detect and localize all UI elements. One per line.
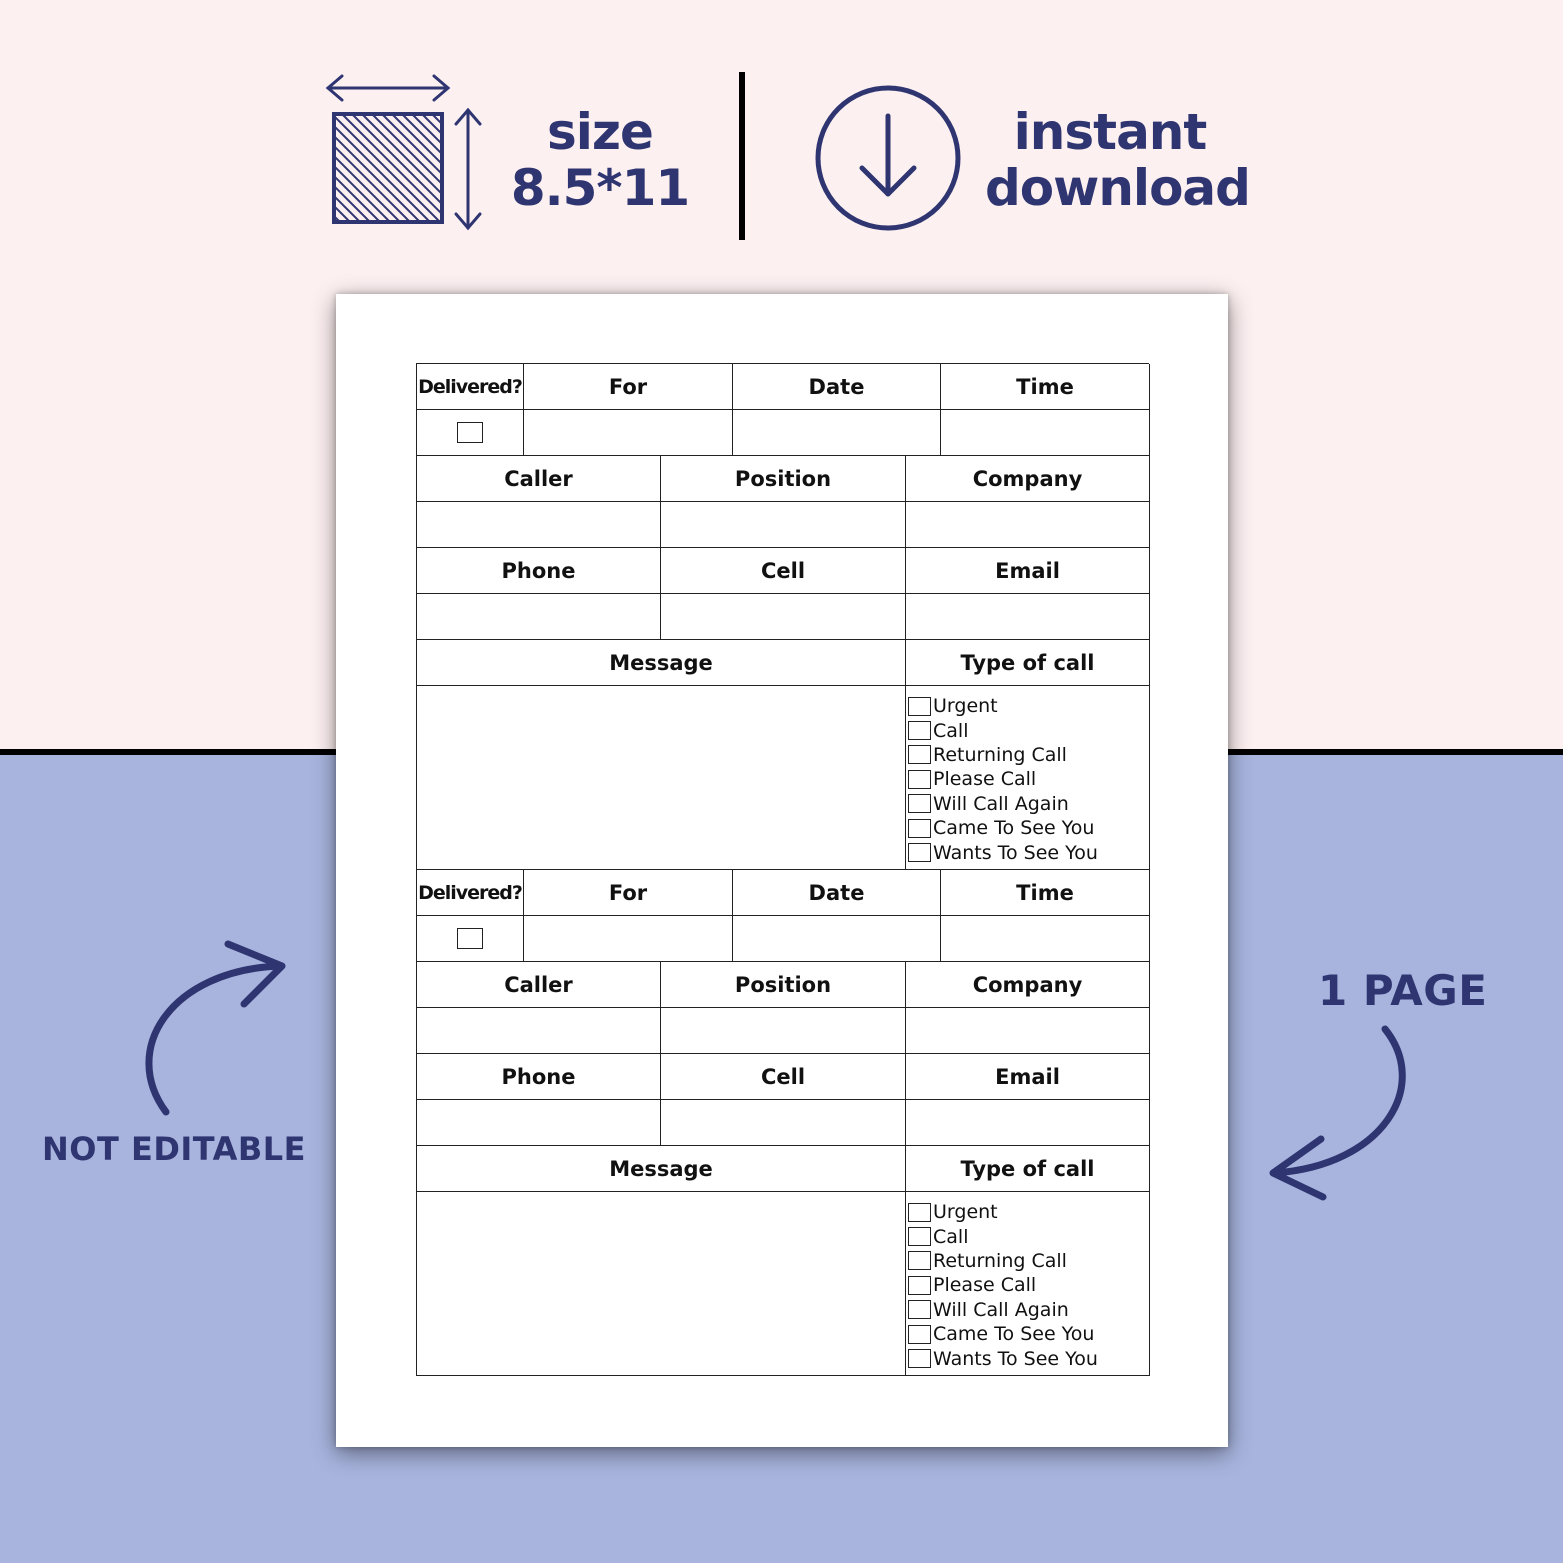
caller-input-row: [416, 502, 1149, 548]
delivery-header-row: [416, 870, 1149, 916]
type-option-label: Please Call: [933, 768, 1037, 791]
type-checkbox: [908, 1203, 931, 1222]
cell-header: Cell: [661, 548, 906, 594]
phone-field: [417, 1100, 661, 1146]
download-label: [985, 103, 1250, 217]
type-of-call-header: Type of call: [906, 640, 1150, 686]
message-body-row: [416, 1192, 1149, 1376]
type-option: [908, 1200, 1149, 1224]
type-option: [908, 1322, 1149, 1346]
contact-input-row: [416, 1100, 1149, 1146]
time-field: [941, 916, 1150, 962]
phone-header: Phone: [417, 548, 661, 594]
type-checkbox: [908, 843, 931, 862]
type-checkbox: [908, 819, 931, 838]
type-checkbox: [908, 1349, 931, 1368]
company-field: [906, 1008, 1150, 1054]
printable-page: [336, 294, 1228, 1447]
message-area: [417, 686, 906, 870]
delivery-input-row: [416, 916, 1149, 962]
delivered-checkbox: [457, 422, 483, 443]
type-option-label: Will Call Again: [933, 792, 1069, 815]
type-option: [908, 792, 1149, 816]
email-header: Email: [906, 548, 1150, 594]
message-header: Message: [417, 640, 906, 686]
for-header: For: [524, 870, 733, 916]
message-block: [416, 870, 1149, 1376]
type-option: [908, 816, 1149, 840]
delivery-input-row: [416, 410, 1149, 456]
type-checkbox: [908, 745, 931, 764]
type-checkbox: [908, 1325, 931, 1344]
download-label-line1: instant: [1013, 103, 1207, 161]
size-label-line2: 8.5*11: [510, 159, 690, 217]
type-checkbox: [908, 1251, 931, 1270]
cell-field: [661, 1100, 906, 1146]
date-field: [733, 410, 941, 456]
caller-header-row: [416, 962, 1149, 1008]
delivered-header: Delivered?: [417, 870, 524, 916]
for-header: For: [524, 364, 733, 410]
type-checkbox: [908, 770, 931, 789]
company-field: [906, 502, 1150, 548]
not-editable-label: NOT EDITABLE: [42, 1130, 307, 1168]
type-option: [908, 1224, 1149, 1248]
type-option-label: Please Call: [933, 1274, 1037, 1297]
caller-input-row: [416, 1008, 1149, 1054]
page-dimensions-icon: [322, 70, 490, 235]
caller-header-row: [416, 456, 1149, 502]
type-option: [908, 1249, 1149, 1273]
message-header: Message: [417, 1146, 906, 1192]
type-of-call-header: Type of call: [906, 1146, 1150, 1192]
type-option: [908, 1298, 1149, 1322]
one-page-label: 1 PAGE: [1318, 966, 1488, 1015]
message-block: [416, 363, 1149, 870]
download-arrow-icon: [812, 82, 964, 234]
for-field: [524, 916, 733, 962]
phone-field: [417, 594, 661, 640]
contact-header-row: [416, 548, 1149, 594]
message-area: [417, 1192, 906, 1376]
position-header: Position: [661, 456, 906, 502]
date-header: Date: [733, 870, 941, 916]
type-option: [908, 1273, 1149, 1297]
curved-arrow-icon: [120, 930, 310, 1130]
delivered-header: Delivered?: [417, 364, 524, 410]
header-divider: [739, 72, 745, 240]
contact-input-row: [416, 594, 1149, 640]
type-of-call-list: [906, 686, 1150, 870]
type-option: [908, 767, 1149, 791]
type-option-label: Urgent: [933, 695, 998, 718]
type-option-label: Wants To See You: [933, 841, 1098, 864]
type-option-label: Wants To See You: [933, 1347, 1098, 1370]
type-checkbox: [908, 1276, 931, 1295]
delivery-header-row: [416, 363, 1149, 410]
type-option-label: Returning Call: [933, 1249, 1067, 1272]
type-of-call-list: [906, 1192, 1150, 1376]
email-field: [906, 594, 1150, 640]
company-header: Company: [906, 962, 1150, 1008]
type-checkbox: [908, 721, 931, 740]
company-header: Company: [906, 456, 1150, 502]
contact-header-row: [416, 1054, 1149, 1100]
type-checkbox: [908, 794, 931, 813]
date-field: [733, 916, 941, 962]
type-checkbox: [908, 1227, 931, 1246]
for-field: [524, 410, 733, 456]
type-option-label: Call: [933, 1225, 969, 1248]
time-header: Time: [941, 870, 1150, 916]
date-header: Date: [733, 364, 941, 410]
delivered-cell: [417, 410, 524, 456]
caller-field: [417, 1008, 661, 1054]
type-option-label: Came To See You: [933, 1323, 1095, 1346]
type-option-label: Returning Call: [933, 743, 1067, 766]
type-option-label: Came To See You: [933, 817, 1095, 840]
type-checkbox: [908, 697, 931, 716]
cell-field: [661, 594, 906, 640]
delivered-checkbox: [457, 928, 483, 949]
caller-header: Caller: [417, 962, 661, 1008]
type-option: [908, 694, 1149, 718]
position-field: [661, 502, 906, 548]
time-field: [941, 410, 1150, 456]
message-body-row: [416, 686, 1149, 870]
type-option-label: Urgent: [933, 1201, 998, 1224]
type-option: [908, 840, 1149, 864]
time-header: Time: [941, 364, 1150, 410]
type-option: [908, 1346, 1149, 1370]
caller-field: [417, 502, 661, 548]
size-label: [510, 104, 690, 216]
size-label-line1: size: [547, 103, 653, 161]
email-field: [906, 1100, 1150, 1146]
type-option-label: Will Call Again: [933, 1298, 1069, 1321]
download-label-line2: download: [985, 159, 1250, 217]
curved-arrow-icon: [1255, 1015, 1425, 1215]
message-header-row: [416, 640, 1149, 686]
type-option-label: Call: [933, 719, 969, 742]
cell-header: Cell: [661, 1054, 906, 1100]
phone-message-form: [416, 363, 1149, 1376]
delivered-cell: [417, 916, 524, 962]
email-header: Email: [906, 1054, 1150, 1100]
type-option: [908, 718, 1149, 742]
caller-header: Caller: [417, 456, 661, 502]
phone-header: Phone: [417, 1054, 661, 1100]
type-option: [908, 743, 1149, 767]
type-checkbox: [908, 1300, 931, 1319]
message-header-row: [416, 1146, 1149, 1192]
position-field: [661, 1008, 906, 1054]
position-header: Position: [661, 962, 906, 1008]
